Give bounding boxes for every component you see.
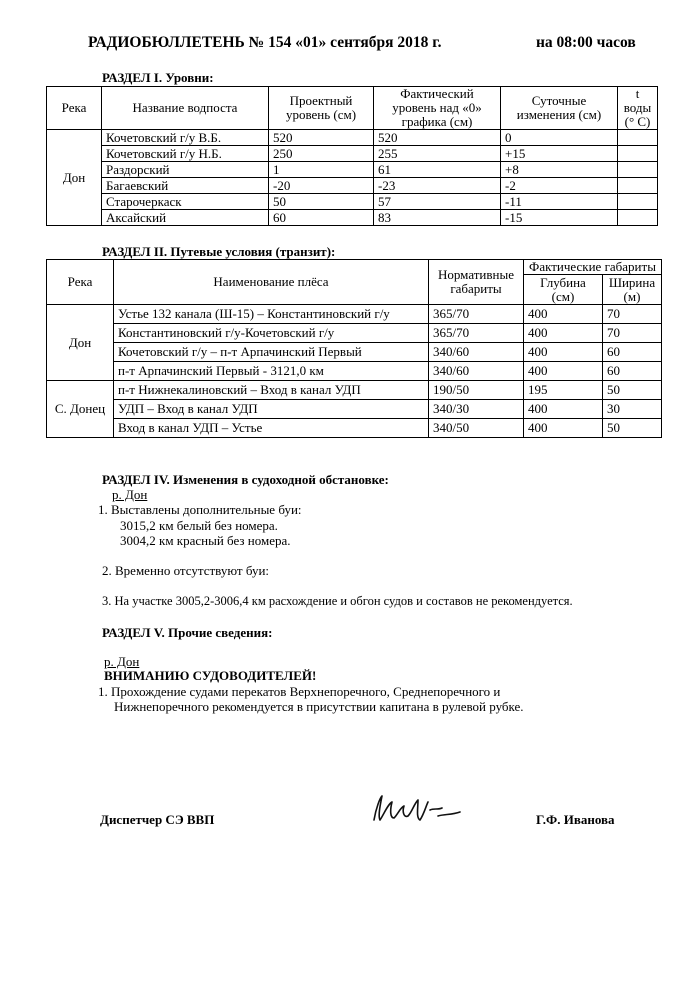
section5-attention: ВНИМАНИЮ СУДОВОДИТЕЛЕЙ! <box>104 668 317 683</box>
actual-level: 83 <box>374 210 501 226</box>
stretch-name: УДП – Вход в канал УДП <box>114 400 429 419</box>
dispatcher-position: Диспетчер СЭ ВВП <box>100 812 215 827</box>
project-level: 1 <box>269 162 374 178</box>
width-value: 70 <box>603 324 662 343</box>
normative-dims: 365/70 <box>429 305 524 324</box>
table-row <box>47 305 662 324</box>
section4-item1-line1: 3015,2 км белый без номера. <box>120 518 278 533</box>
col-daily-change: Суточные изменения (см) <box>501 87 618 130</box>
section4-item3: 3. На участке 3005,2-3006,4 км расхождение и обгон судов и составов не рекомендуется. <box>102 594 573 608</box>
project-level: -20 <box>269 178 374 194</box>
water-temp <box>618 210 658 226</box>
project-level: 250 <box>269 146 374 162</box>
station-name: Кочетовский г/у В.Б. <box>102 130 269 146</box>
river-cell: Дон <box>47 305 114 381</box>
table-row <box>47 381 662 400</box>
stretch-name: Устье 132 канала (Ш-15) – Константиновский г/у <box>114 305 429 324</box>
col-depth: Глубина (см) <box>524 275 603 305</box>
water-temp <box>618 146 658 162</box>
project-level: 520 <box>269 130 374 146</box>
col-station: Название водпоста <box>102 87 269 130</box>
table-row <box>47 146 658 162</box>
col-width: Ширина (м) <box>603 275 662 305</box>
table-row <box>47 362 662 381</box>
daily-change: -2 <box>501 178 618 194</box>
water-temp <box>618 178 658 194</box>
col-project-level: Проектный уровень (см) <box>269 87 374 130</box>
section4-item1-line2: 3004,2 км красный без номера. <box>120 533 291 548</box>
col-water-temp: t воды (° С) <box>618 87 658 130</box>
depth-value: 400 <box>524 324 603 343</box>
river-cell: С. Донец <box>47 381 114 438</box>
daily-change: -11 <box>501 194 618 210</box>
table-row <box>47 419 662 438</box>
normative-dims: 340/50 <box>429 419 524 438</box>
normative-dims: 340/30 <box>429 400 524 419</box>
col-normative: Нормативные габариты <box>429 260 524 305</box>
station-name: Аксайский <box>102 210 269 226</box>
bulletin-header <box>88 34 668 52</box>
handwritten-signature <box>368 790 468 830</box>
station-name: Раздорский <box>102 162 269 178</box>
water-temp <box>618 130 658 146</box>
levels-table <box>46 86 658 226</box>
daily-change: -15 <box>501 210 618 226</box>
depth-value: 195 <box>524 381 603 400</box>
dispatcher-name: Г.Ф. Иванова <box>536 812 615 827</box>
station-name: Багаевский <box>102 178 269 194</box>
col-river: Река <box>47 87 102 130</box>
actual-level: 57 <box>374 194 501 210</box>
water-temp <box>618 194 658 210</box>
section5-river: р. Дон <box>104 654 140 669</box>
normative-dims: 340/60 <box>429 343 524 362</box>
stretch-name: Константиновский г/у-Кочетовский г/у <box>114 324 429 343</box>
daily-change: +15 <box>501 146 618 162</box>
station-name: Старочеркаск <box>102 194 269 210</box>
width-value: 60 <box>603 343 662 362</box>
width-value: 50 <box>603 381 662 400</box>
width-value: 70 <box>603 305 662 324</box>
depth-value: 400 <box>524 305 603 324</box>
actual-level: 255 <box>374 146 501 162</box>
actual-level: -23 <box>374 178 501 194</box>
section4-river: р. Дон <box>112 487 148 502</box>
depth-value: 400 <box>524 400 603 419</box>
section1-title: РАЗДЕЛ I. Уровни: <box>102 70 214 85</box>
table-row <box>47 130 658 146</box>
water-temp <box>618 162 658 178</box>
normative-dims: 365/70 <box>429 324 524 343</box>
daily-change: 0 <box>501 130 618 146</box>
section5-item1-line1: 1. Прохождение судами перекатов Верхнепоречного, Среднепоречного и <box>98 684 501 699</box>
table-row <box>47 400 662 419</box>
width-value: 50 <box>603 419 662 438</box>
depth-value: 400 <box>524 362 603 381</box>
section5-title: РАЗДЕЛ V. Прочие сведения: <box>102 625 273 640</box>
width-value: 60 <box>603 362 662 381</box>
stretch-name: Кочетовский г/у – п-т Арпачинский Первый <box>114 343 429 362</box>
depth-value: 400 <box>524 343 603 362</box>
actual-level: 520 <box>374 130 501 146</box>
section4-item1: 1. Выставлены дополнительные буи: <box>98 502 302 517</box>
bulletin-title: РАДИОБЮЛЛЕТЕНЬ № 154 «01» сентября 2018 г. <box>88 34 442 51</box>
table-row <box>47 324 662 343</box>
section5-item1-line2: Нижнепоречного рекомендуется в присутствии капитана в рулевой рубке. <box>114 699 524 714</box>
stretch-name: п-т Арпачинский Первый - 3121,0 км <box>114 362 429 381</box>
depth-value: 400 <box>524 419 603 438</box>
col-actual-level: Фактический уровень над «0» графика (см) <box>374 87 501 130</box>
table-row <box>47 194 658 210</box>
width-value: 30 <box>603 400 662 419</box>
project-level: 50 <box>269 194 374 210</box>
bulletin-time: на 08:00 часов <box>536 34 636 51</box>
daily-change: +8 <box>501 162 618 178</box>
stretch-name: п-т Нижнекалиновский – Вход в канал УДП <box>114 381 429 400</box>
col-river: Река <box>47 260 114 305</box>
signature-icon <box>368 790 468 830</box>
actual-level: 61 <box>374 162 501 178</box>
river-cell: Дон <box>47 130 102 226</box>
section4-item2: 2. Временно отсутствуют буи: <box>102 563 270 578</box>
table-row <box>47 178 658 194</box>
col-stretch: Наименование плёса <box>114 260 429 305</box>
table-row <box>47 210 658 226</box>
section2-title: РАЗДЕЛ II. Путевые условия (транзит): <box>102 244 336 259</box>
section4-title: РАЗДЕЛ IV. Изменения в судоходной обстановке: <box>102 472 389 487</box>
normative-dims: 190/50 <box>429 381 524 400</box>
table-row <box>47 343 662 362</box>
col-actual-dimensions: Фактические габариты <box>524 260 662 275</box>
station-name: Кочетовский г/у Н.Б. <box>102 146 269 162</box>
transit-table <box>46 259 662 438</box>
table-row <box>47 162 658 178</box>
project-level: 60 <box>269 210 374 226</box>
normative-dims: 340/60 <box>429 362 524 381</box>
stretch-name: Вход в канал УДП – Устье <box>114 419 429 438</box>
